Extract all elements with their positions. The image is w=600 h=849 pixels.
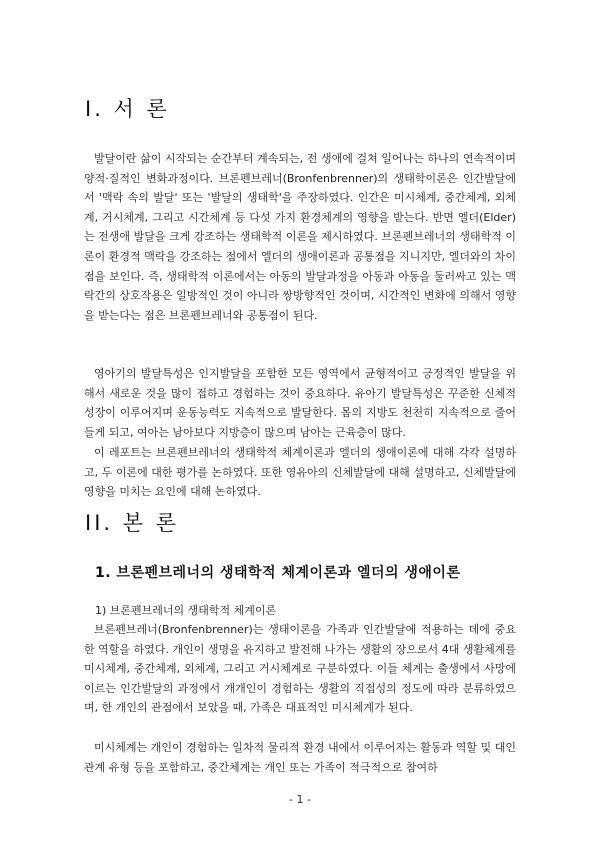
intro-paragraph-1: 발달이란 삶이 시작되는 순간부터 계속되는, 전 생애에 걸쳐 일어나는 하나의 연속적이며 양적·질적인 변화과정이다. 브론펜브레너(Bronfenbrenner)의 생태학이론은 인간발달에서 '맥락 속의 발달' 또는 '발달의 생태학'을 주장하였다. 인간은 미시체계, 중간체계, 외체계, 거시체계, 그리고 시간체계 등 다섯 가지 환경체계의 영향을 받는다. 반면 엘더(Elder)는 전생애 발달을 크게 강조하는 생태학적 이론을 제시하였다. 브론펜브레너의 생태학적 이론이 환경적 맥락을 강조하는 점에서 엘더의 생애이론과 공통점을 지니지만, 엘더와의 차이점을 보인다. 즉, 생태학적 이론에서는 아동의 발달과정을 아동과 아동을 둘러싸고 있는 맥락간의 상호작용은 일방적인 것이 아니라 쌍방향적인 것이며, 시간적인 변화에 의해서 영향을 받는다는 점은 브론펜브레너와 공통점이 된다. xyxy=(84,152,516,322)
section-title-body: II. 본 론 xyxy=(85,511,179,535)
section-title-introduction: I. 서 론 xyxy=(85,97,170,121)
page-number: - 1 - xyxy=(289,793,311,806)
subsubsection-title: 1) 브론펜브레너의 생태학적 체계이론 xyxy=(95,604,277,617)
intro-paragraph-3: 이 레포트는 브론펜브레너의 생태학적 체계이론과 엘더의 생애이론에 대해 각각 설명하고, 두 이론에 대한 평가를 논하였다. 또한 영유아의 신체발달에 대해 설명하고, 신체발달에 영향을 미치는 요인에 대해 논하였다. xyxy=(84,446,516,499)
subsection-title: 1. 브론펜브레너의 생태학적 체계이론과 엘더의 생애이론 xyxy=(95,565,461,581)
body-paragraph-1: 브론펜브레너(Bronfenbrenner)는 생태이론을 가족과 인간발달에 적용하는 데에 중요한 역할을 하였다. 개인이 생명을 유지하고 발전해 나가는 생활의 장으로서 4대 생활체계를 미시체계, 중간체계, 외체계, 그리고 거시체계로 구분하였다. 이들 체계는 출생에서 사망에 이르는 인간발달의 과정에서 개개인이 경험하는 생활의 직접성의 정도에 따라 분류하였으며, 한 개인의 관점에서 보았을 때, 가족은 대표적인 미시체계가 된다. xyxy=(84,623,516,715)
body-paragraph-2: 미시체계는 개인이 경험하는 일차적 물리적 환경 내에서 이루어지는 활동과 역할 및 대인관계 유형 등을 포함하고, 중간체계는 개인 또는 가족이 적극적으로 참여하 xyxy=(84,741,516,774)
intro-paragraph-2: 영아기의 발달특성은 인지발달을 포함한 모든 영역에서 균형적이고 긍정적인 발달을 위해서 새로운 것을 많이 접하고 경험하는 것이 중요하다. 유아기 발달특성은 꾸준한 신체적 성장이 이루어지며 운동능력도 지속적으로 발달한다. 몸의 지방도 천천히 지속적으로 줄어들게 되고, 여아는 남아보다 지방층이 많으며 남아는 근육층이 많다. xyxy=(84,367,516,439)
